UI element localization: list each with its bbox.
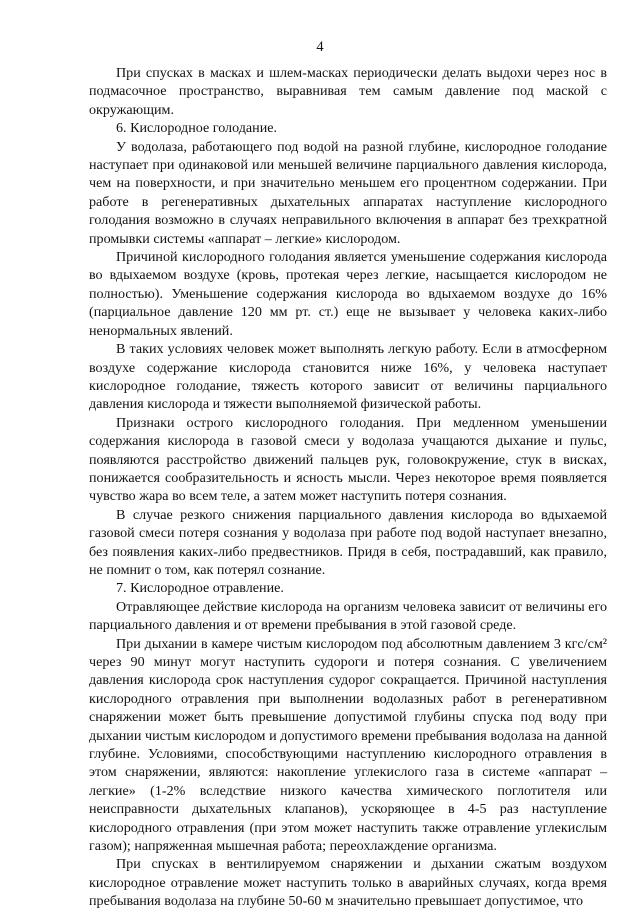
section-title-oxygen-poisoning: 7. Кислородное отравление. [116,580,284,597]
paragraph-starvation-depth: У водолаза, работающего под водой на разной глубине, кислородное голодание наступает при одинаковой или меньшей величине парциального давления кислорода, чем на поверхности, и при значительно меньшем его процентном содержании. При работе в регенеративных дыхательных аппаратах наступление кислородного голодания возможно в случаях неправильного включения в аппарат без трехкратной промывки системы «аппарат – легкие» кислородом. [89,138,607,247]
paragraph-starvation-cause: Причиной кислородного голодания является уменьшение содержания кислорода во вдыхаемом воздухе (кровь, протекая через легкие, насыщается кислородом не полностью). Уменьшение содержания кислорода во вдыхаемом воздухе до 16% (парциальное давление 120 мм рт. ст.) еще не вызывает у человека каких-либо ненормальных явлений. [89,249,607,339]
paragraph-light-work: В таких условиях человек может выполнять легкую работу. Если в атмосферном воздухе содержание кислорода становится ниже 16%, у человека наступает кислородное голодание, тяжесть которого зависит от величины парциального давления кислорода и тяжести выполняемой физической работы. [89,341,607,413]
paragraph-poisoning-effect: Отравляющее действие кислорода на организм человека зависит от величины его парциального давления и от времени пребывания в этой газовой среде. [89,598,607,634]
paragraph-ventilated-gear: При спусках в вентилируемом снаряжении и дыхании сжатым воздухом кислородное отравление может наступить только в аварийных случаях, когда время пребывания водолаза на глубине 50-60 м значительно превышает допустимое, что [89,856,607,910]
paragraph-sudden-loss: В случае резкого снижения парциального давления кислорода во вдыхаемой газовой смеси потеря сознания у водолаза при работе под водой наступает внезапно, без появления каких-либо предвестников. Придя в себя, пострадавший, как правило, не помнит о том, как потерял сознание. [89,506,607,578]
paragraph-mask-descent: При спусках в масках и шлем-масках периодически делать выдохи через нос в подмасочное пространство, выравнивая тем самым давление под маской с окружающим. [89,65,607,118]
document-body [89,64,607,911]
section-title-oxygen-starvation: 6. Кислородное голодание. [116,120,278,137]
page-number: 4 [316,39,324,55]
paragraph-chamber-breathing: При дыхании в камере чистым кислородом под абсолютным давлением 3 кгс/см² через 90 минут могут наступить судороги и потеря сознания. С увеличением давления кислорода срок наступления судорог сокращается. Причиной наступления кислородного отравления при выполнении водолазных работ в регенеративном снаряжении может быть превышение допустимой глубины спуска под воду при дыхании чистым кислородом и допустимого времени пребывания водолаза на данной глубине. Условиями, способствующими наступлению кислородного отравления в этом снаряжении, являются: накопление углекислого газа в системе «аппарат – легкие» (1-2% вследствие низкого качества химического поглотителя или неисправности дыхательных клапанов), ускоряющее в 4-5 раз наступление кислородного отравления (при этом может наступить также отравление углекислым газом); напряженная мышечная работа; переохлаждение организма. [89,635,607,855]
paragraph-acute-signs: Признаки острого кислородного голодания. При медленном уменьшении содержания кислорода в газовой смеси у водолаза учащаются дыхание и пульс, появляются расстройство движений пальцев рук, головокружение, стук в висках, понижается сообразительность и ясность мысли. Через некоторое время появляется чувство жара во всем теле, а затем может наступить потеря сознания. [89,414,607,505]
